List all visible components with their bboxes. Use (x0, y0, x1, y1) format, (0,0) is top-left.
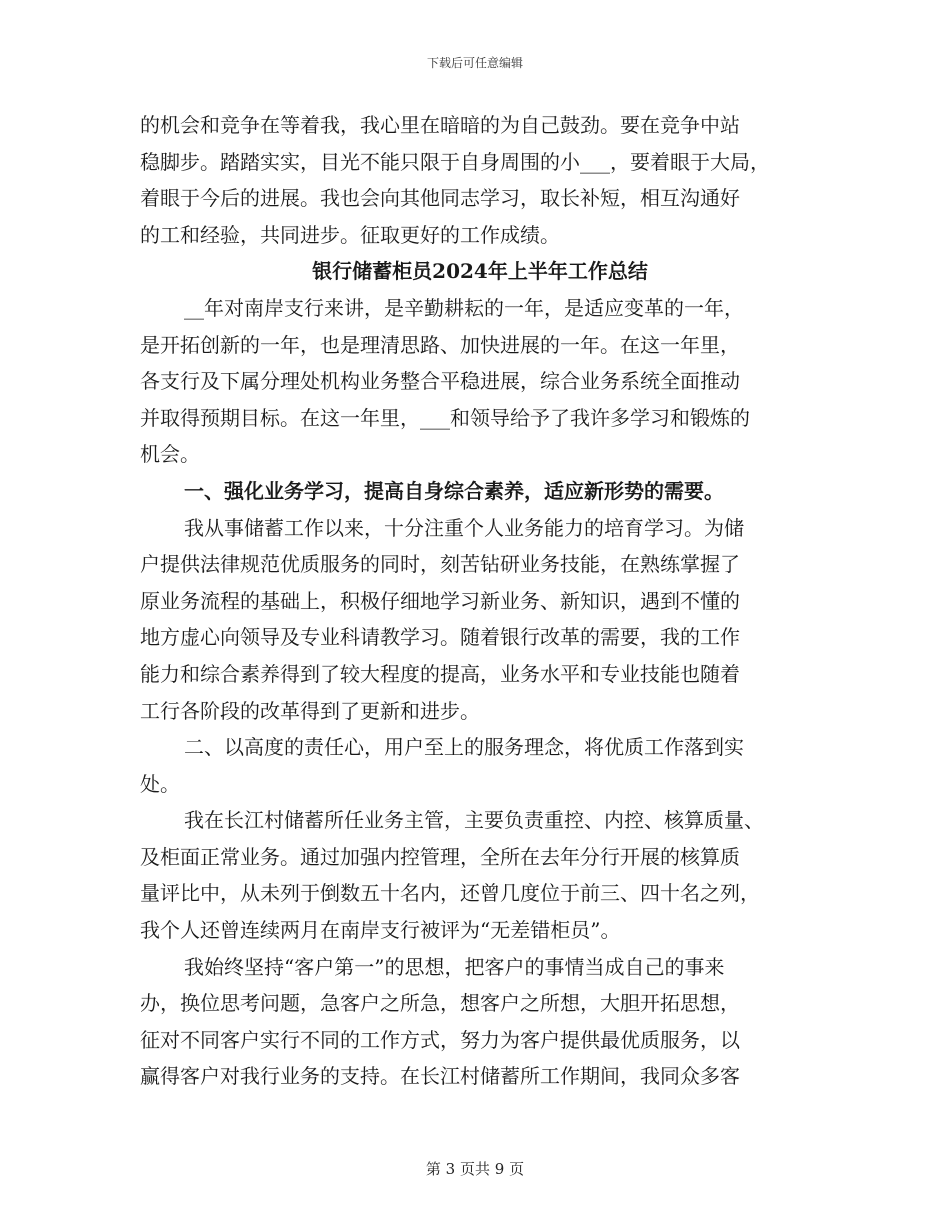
paragraph-line: 的机会和竞争在等着我，我心里在暗暗的为自己鼓劲。要在竞争中站 (140, 113, 740, 137)
paragraph-line: 各支行及下属分理处机构业务整合平稳进展，综合业务系统全面推动 (140, 369, 740, 394)
page-footer: 第 3 页共 9 页 (425, 1160, 525, 1178)
paragraph-line: 工行各阶段的改革得到了更新和进步。 (140, 698, 480, 723)
paragraph-line: 我从事储蓄工作以来，十分注重个人业务能力的培育学习。为储 (184, 515, 744, 540)
paragraph-line: 我始终坚持“客户第一”的思想，把客户的事情当成自己的事来 (184, 954, 725, 979)
paragraph-line: 是开拓创新的一年，也是理清思路、加快进展的一年。在这一年里， (140, 332, 740, 357)
page-header: 下载后可任意编辑 (426, 56, 523, 70)
paragraph-line: 及柜面正常业务。通过加强内控管理，全所在去年分行开展的核算质 (140, 844, 740, 869)
paragraph-line: 我在长江村储蓄所任业务主管，主要负责重控、内控、核算质量、 (184, 808, 764, 833)
paragraph-line: 征对不同客户实行不同的工作方式，努力为客户提供最优质服务，以 (140, 1027, 740, 1052)
paragraph-line: 我个人还曾连续两月在南岸支行被评为“无差错柜员”。 (140, 918, 621, 943)
document-body (140, 107, 820, 1095)
paragraph-line: 处。 (140, 771, 180, 796)
paragraph-line: 原业务流程的基础上，积极仔细地学习新业务、新知识，遇到不懂的 (140, 588, 740, 613)
paragraph-line: 着眼于今后的进展。我也会向其他同志学习，取长补短，相互沟通好 (140, 186, 740, 211)
paragraph-line: __年对南岸支行来讲，是辛勤耕耘的一年，是适应变革的一年， (184, 295, 744, 320)
paragraph-line: 能力和综合素养得到了较大程度的提高，业务水平和专业技能也随着 (140, 661, 740, 686)
paragraph-line: 并取得预期目标。在这一年里，___和领导给予了我许多学习和锻炼的 (140, 405, 750, 430)
paragraph-line: 赢得客户对我行业务的支持。在长江村储蓄所工作期间，我同众多客 (140, 1064, 740, 1089)
paragraph-line: 的工和经验，共同进步。征取更好的工作成绩。 (140, 222, 560, 247)
paragraph-line: 量评比中，从未列于倒数五十名内，还曾几度位于前三、四十名之列， (140, 881, 760, 906)
document-title: 银行储蓄柜员2024年上半年工作总结 (312, 259, 648, 284)
section-heading-line: 一、强化业务学习，提高自身综合素养，适应新形势的需要。 (184, 478, 724, 503)
paragraph-line: 地方虚心向领导及专业科请教学习。随着银行改革的需要，我的工作 (140, 625, 740, 650)
paragraph-line: 二、以高度的责任心，用户至上的服务理念，将优质工作落到实 (184, 735, 744, 760)
paragraph-line: 稳脚步。踏踏实实，目光不能只限于自身周围的小___，要着眼于大局， (140, 149, 770, 174)
paragraph-line: 机会。 (140, 442, 200, 467)
paragraph-line: 户提供法律规范优质服务的同时，刻苦钻研业务技能，在熟练掌握了 (140, 552, 740, 577)
paragraph-line: 办，换位思考问题，急客户之所急，想客户之所想，大胆开拓思想， (140, 991, 740, 1016)
